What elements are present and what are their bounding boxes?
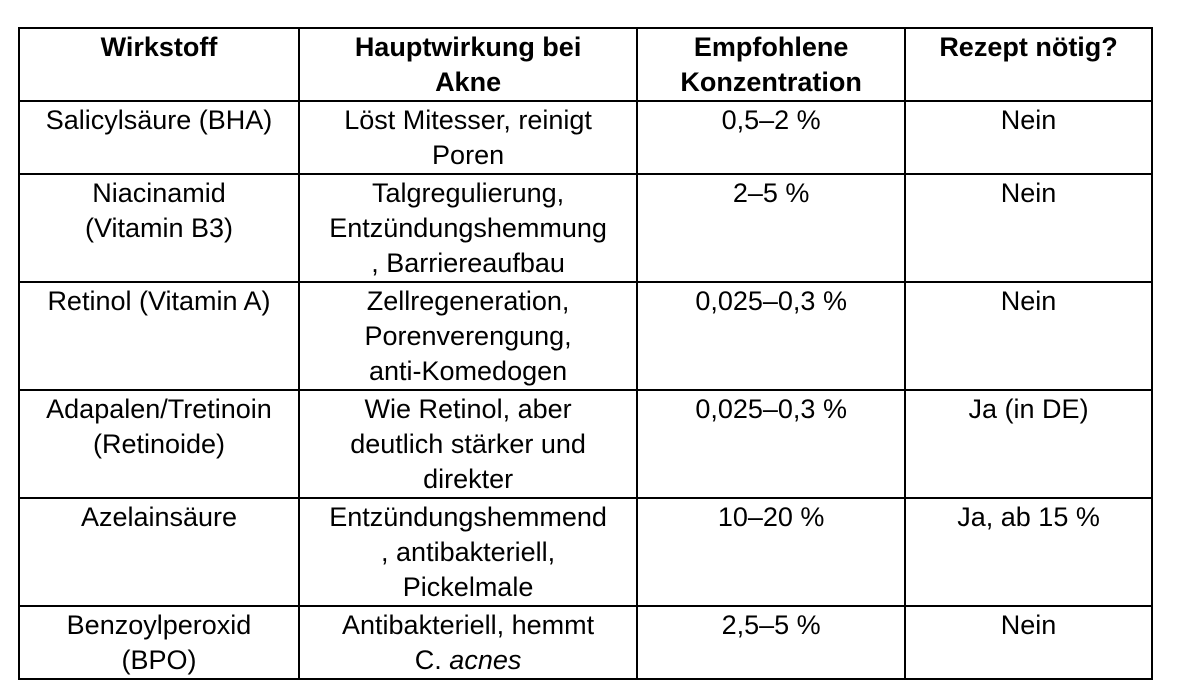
cell-text: 0,025–0,3 %	[695, 286, 847, 316]
cell-text: Porenverengung,	[364, 321, 572, 351]
cell-text: 0,025–0,3 %	[695, 394, 847, 424]
table-row	[19, 174, 1152, 282]
cell-wirkung	[299, 390, 637, 498]
cell-text: 0,5–2 %	[721, 105, 821, 135]
cell-text: Ja (in DE)	[968, 394, 1089, 424]
header-text: Rezept nötig?	[939, 32, 1118, 62]
cell-text: 10–20 %	[717, 502, 825, 532]
table-header-row	[19, 28, 1152, 101]
header-text: Empfohlene	[693, 32, 849, 62]
cell-wirkstoff	[19, 606, 299, 679]
cell-wirkstoff	[19, 174, 299, 282]
cell-wirkstoff	[19, 498, 299, 606]
cell-text: Poren	[432, 140, 505, 170]
cell-text: Entzündungshemmend	[329, 502, 607, 532]
cell-text: Antibakteriell, hemmt	[342, 610, 595, 640]
active-ingredients-table	[18, 27, 1153, 680]
cell-wirkstoff	[19, 282, 299, 390]
cell-wirkstoff	[19, 101, 299, 174]
cell-text: Salicylsäure (BHA)	[45, 105, 273, 135]
cell-text: C.	[414, 645, 450, 675]
cell-rezept	[905, 498, 1152, 606]
italic-species-name: acnes	[449, 645, 522, 675]
cell-wirkstoff	[19, 390, 299, 498]
header-konzentration	[637, 28, 905, 101]
cell-text: Niacinamid	[92, 178, 226, 208]
cell-text: , Barriereaufbau	[371, 248, 565, 278]
cell-text: Zellregeneration,	[366, 286, 570, 316]
cell-rezept	[905, 101, 1152, 174]
cell-konzentration	[637, 174, 905, 282]
cell-text: Entzündungshemmung	[329, 213, 607, 243]
cell-text: Azelainsäure	[80, 502, 238, 532]
cell-text: deutlich stärker und	[350, 429, 586, 459]
cell-rezept	[905, 606, 1152, 679]
header-text: Hauptwirkung bei	[354, 32, 582, 62]
cell-wirkung	[299, 174, 637, 282]
header-text: Akne	[435, 67, 502, 97]
table-row	[19, 390, 1152, 498]
cell-text: Nein	[1000, 610, 1057, 640]
cell-text: (Retinoide)	[92, 429, 226, 459]
cell-konzentration	[637, 282, 905, 390]
cell-text: Adapalen/Tretinoin	[46, 394, 272, 424]
header-hauptwirkung	[299, 28, 637, 101]
table-row	[19, 498, 1152, 606]
header-text: Konzentration	[680, 67, 862, 97]
cell-text: Löst Mitesser, reinigt	[344, 105, 592, 135]
cell-konzentration	[637, 390, 905, 498]
cell-text: 2–5 %	[732, 178, 810, 208]
cell-text: Nein	[1000, 286, 1057, 316]
cell-text: Talgregulierung,	[372, 178, 565, 208]
cell-rezept	[905, 390, 1152, 498]
cell-text: anti-Komedogen	[369, 356, 568, 386]
header-text: Wirkstoff	[100, 32, 218, 62]
cell-konzentration	[637, 101, 905, 174]
cell-wirkung	[299, 101, 637, 174]
cell-wirkung	[299, 282, 637, 390]
header-rezept	[905, 28, 1152, 101]
cell-text: Nein	[1000, 105, 1057, 135]
cell-konzentration	[637, 606, 905, 679]
cell-rezept	[905, 282, 1152, 390]
cell-text: Pickelmale	[402, 572, 534, 602]
cell-text: direkter	[423, 464, 514, 494]
cell-text: Nein	[1000, 178, 1057, 208]
cell-rezept	[905, 174, 1152, 282]
cell-text: Benzoylperoxid	[66, 610, 252, 640]
cell-text: (BPO)	[121, 645, 197, 675]
cell-text: Ja, ab 15 %	[957, 502, 1100, 532]
header-wirkstoff	[19, 28, 299, 101]
cell-text: , antibakteriell,	[381, 537, 556, 567]
cell-text: Wie Retinol, aber	[364, 394, 572, 424]
cell-wirkung	[299, 498, 637, 606]
table-row	[19, 282, 1152, 390]
cell-text-mixed	[304, 643, 632, 678]
cell-wirkung	[299, 606, 637, 679]
table-row	[19, 101, 1152, 174]
cell-text: 2,5–5 %	[721, 610, 821, 640]
cell-text: (Vitamin B3)	[84, 213, 234, 243]
cell-text: Retinol (Vitamin A)	[47, 286, 271, 316]
cell-konzentration	[637, 498, 905, 606]
table-row	[19, 606, 1152, 679]
